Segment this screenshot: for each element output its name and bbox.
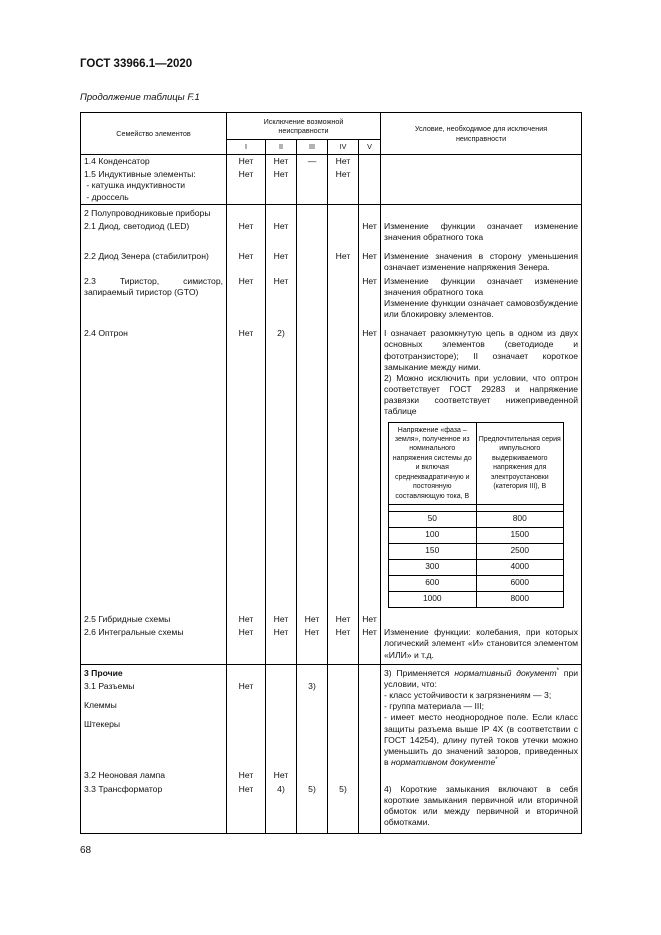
cell-i-value: Нет xyxy=(238,680,254,691)
cell-v xyxy=(359,664,381,769)
cell-iii: 5) xyxy=(297,783,328,830)
inner-cell: 1000 xyxy=(389,592,477,608)
header-col-4: IV xyxy=(328,140,359,155)
cell-ii: 2) xyxy=(266,327,297,613)
table-row xyxy=(81,626,582,664)
cell-i: Нет xyxy=(227,275,266,322)
cell-i: Нет xyxy=(227,155,266,169)
cell-condition xyxy=(381,168,582,204)
inner-cell: 300 xyxy=(389,560,477,576)
footnote-mark: * xyxy=(556,667,560,674)
cell-iv xyxy=(328,327,359,613)
cell-condition xyxy=(381,327,582,613)
cell-i: Нет xyxy=(227,220,266,244)
inner-cell: 6000 xyxy=(476,576,564,592)
cell-iii xyxy=(297,250,328,274)
cell-v: Нет xyxy=(359,250,381,274)
cell-condition: Изменение функции означает изменение значения обратного тока xyxy=(381,220,582,244)
inner-row xyxy=(389,512,564,528)
section-title: 2 Полупроводниковые приборы xyxy=(81,204,227,220)
cell-v xyxy=(359,783,381,830)
cell-v xyxy=(359,168,381,204)
cell-iv: Нет xyxy=(328,626,359,664)
condition-text xyxy=(384,668,578,690)
cell-iii xyxy=(297,327,328,613)
condition-item xyxy=(384,712,578,768)
cell-i: Нет xyxy=(227,613,266,626)
inner-cell: 150 xyxy=(389,544,477,560)
row-name: 3.3 Трансформатор xyxy=(81,783,227,830)
cell-ii: Нет xyxy=(266,250,297,274)
text-part: 3) Применяется xyxy=(384,667,455,678)
inner-row xyxy=(389,576,564,592)
header-exclusion: Исключение возможной неисправности xyxy=(227,113,381,140)
text-part: при условии, что: xyxy=(384,667,579,689)
row-name: 2.1 Диод, светодиод (LED) xyxy=(81,220,227,244)
cell-v: Нет xyxy=(359,220,381,244)
header-col-3: III xyxy=(297,140,328,155)
table-row xyxy=(81,250,582,274)
cell-iii-value: 3) xyxy=(308,680,316,691)
cell-i: Нет xyxy=(227,250,266,274)
cell-iv xyxy=(328,664,359,769)
cell-i: Нет xyxy=(227,168,266,204)
condition-text: 2) Можно исключить при условии, что оптрон соответствует ГОСТ 29283 и напряжение развязки соответствует нижеприведенной таблице xyxy=(384,372,579,417)
cell-iv xyxy=(328,769,359,782)
row-name: 2.5 Гибридные схемы xyxy=(81,613,227,626)
cell-iv: Нет xyxy=(328,168,359,204)
cell-ii: Нет xyxy=(266,275,297,322)
cell-iii: Нет xyxy=(297,626,328,664)
row-name-main: Штекеры xyxy=(84,719,121,730)
inner-cell: 50 xyxy=(389,512,477,528)
table-row xyxy=(81,275,582,322)
section-row xyxy=(81,204,582,220)
table-row xyxy=(81,613,582,626)
cell-condition xyxy=(381,155,582,169)
row-name: 2.6 Интегральные схемы xyxy=(81,626,227,664)
row-name: 3.2 Неоновая лампа xyxy=(81,769,227,782)
inner-cell: 800 xyxy=(476,512,564,528)
cell-iv: Нет xyxy=(328,155,359,169)
inner-cell: 4000 xyxy=(476,560,564,576)
main-table xyxy=(80,112,582,834)
inner-header-voltage: Напряжение «фаза – земля», полученное из номинального напряжения системы до и включая среднеквадратичную и постоянную составляющую тока, В xyxy=(389,422,477,505)
cell-iii xyxy=(297,769,328,782)
row-name-sub: - катушка индуктивности xyxy=(84,180,186,191)
cell-condition xyxy=(381,613,582,626)
doc-code: ГОСТ 33966.1—2020 xyxy=(80,58,193,70)
cell-i xyxy=(227,664,266,769)
table-row xyxy=(81,168,582,204)
inner-cell: 2500 xyxy=(476,544,564,560)
row-name xyxy=(81,168,227,204)
cell-condition xyxy=(381,664,582,769)
inner-row xyxy=(389,528,564,544)
cell-v: Нет xyxy=(359,613,381,626)
cell-v xyxy=(359,769,381,782)
header-family: Семейство элементов xyxy=(81,113,227,155)
insulation-voltage-table xyxy=(388,422,564,609)
condition-item: - класс устойчивости к загрязнениям — 3; xyxy=(384,690,552,701)
cell-iv xyxy=(328,220,359,244)
table-row xyxy=(81,769,582,782)
cell-iii xyxy=(297,275,328,322)
row-name xyxy=(81,664,227,769)
cell-ii: Нет xyxy=(266,626,297,664)
cell-v: Нет xyxy=(359,275,381,322)
header-col-1: I xyxy=(227,140,266,155)
cell-iii xyxy=(297,220,328,244)
cell-condition xyxy=(381,275,582,322)
page-number: 68 xyxy=(80,845,92,856)
cell-v: Нет xyxy=(359,327,381,613)
cell-iv xyxy=(328,275,359,322)
inner-row xyxy=(389,592,564,608)
row-name: 2.3 Тиристор, симистор, запираемый тиристор (GTO) xyxy=(81,275,227,322)
row-name: 2.2 Диод Зенера (стабилитрон) xyxy=(81,250,227,274)
inner-row xyxy=(389,544,564,560)
cell-ii: Нет xyxy=(266,155,297,169)
normative-ref: нормативный документ xyxy=(454,667,557,678)
cell-i: Нет xyxy=(227,626,266,664)
cell-i: Нет xyxy=(227,327,266,613)
cell-ii xyxy=(266,664,297,769)
table-row xyxy=(81,327,582,613)
inner-cell: 100 xyxy=(389,528,477,544)
table-caption: Продолжение таблицы F.1 xyxy=(80,92,200,103)
header-col-5: V xyxy=(359,140,381,155)
cell-condition: 4) Короткие замыкания включают в себя короткие замыкания первичной или вторичной обмоток или между первичной и вторичной обмотками. xyxy=(381,783,582,830)
condition-text: I означает разомкнутую цепь в одном из двух основных элементов (светодиоде и фототранзисторе); II означает короткое замыкание между ними. xyxy=(384,328,579,372)
cell-iv: Нет xyxy=(328,250,359,274)
cell-ii: Нет xyxy=(266,613,297,626)
header-col-2: II xyxy=(266,140,297,155)
inner-cell: 600 xyxy=(389,576,477,592)
condition-item: - группа материала — III; xyxy=(384,701,485,712)
row-name-main: Клеммы xyxy=(84,700,117,711)
inner-cell: 8000 xyxy=(476,592,564,608)
cell-v xyxy=(359,155,381,169)
row-name-main: 1.5 Индуктивные элементы: xyxy=(84,169,196,180)
cell-i: Нет xyxy=(227,783,266,830)
row-name-main: 3.1 Разъемы xyxy=(84,680,135,691)
row-name: 2.4 Оптрон xyxy=(81,327,227,613)
cell-iii: Нет xyxy=(297,613,328,626)
cell-ii: Нет xyxy=(266,769,297,782)
cell-ii: 4) xyxy=(266,783,297,830)
inner-header-impulse: Предпочтительная серия импульсного выдерживаемого напряжения для электроустановки (категория III), В xyxy=(476,422,564,505)
row-name: 1.4 Конденсатор xyxy=(81,155,227,169)
cell-i: Нет xyxy=(227,769,266,782)
inner-row xyxy=(389,560,564,576)
section-title: 3 Прочие xyxy=(84,667,123,678)
cell-iii xyxy=(297,168,328,204)
cell-condition: Изменение функции: колебания, при которых логический элемент «И» становится элементом «ИЛИ» и т.д. xyxy=(381,626,582,664)
footnote-mark: * xyxy=(495,757,498,764)
table-row xyxy=(81,155,582,169)
normative-ref: нормативном документе xyxy=(390,757,496,768)
table-row xyxy=(81,783,582,830)
cell-ii: Нет xyxy=(266,168,297,204)
cell-iii: — xyxy=(297,155,328,169)
cell-iv: Нет xyxy=(328,613,359,626)
text-part: - имеет место неоднородное поле. Если класс защиты разъема выше IP 4X (в соответствии с ГОСТ 14254), длину путей токов утечки можно уменьшить до значений зазоров, приведенных в xyxy=(384,712,579,768)
header-condition: Условие, необходимое для исключения неисправности xyxy=(381,113,582,155)
table-row xyxy=(81,220,582,244)
table-row xyxy=(81,664,582,769)
cell-condition xyxy=(381,769,582,782)
cell-condition: Изменение значения в сторону уменьшения означает изменение напряжения Зенера. xyxy=(381,250,582,274)
inner-cell: 1500 xyxy=(476,528,564,544)
cell-v: Нет xyxy=(359,626,381,664)
cell-ii: Нет xyxy=(266,220,297,244)
condition-text: Изменение функции означает изменение значения обратного тока xyxy=(384,275,579,297)
cell-iii xyxy=(297,664,328,769)
cell-iv: 5) xyxy=(328,783,359,830)
row-name-sub: - дроссель xyxy=(84,191,129,202)
condition-text: Изменение функции означает самовозбуждение или блокировку элементов. xyxy=(384,297,579,320)
